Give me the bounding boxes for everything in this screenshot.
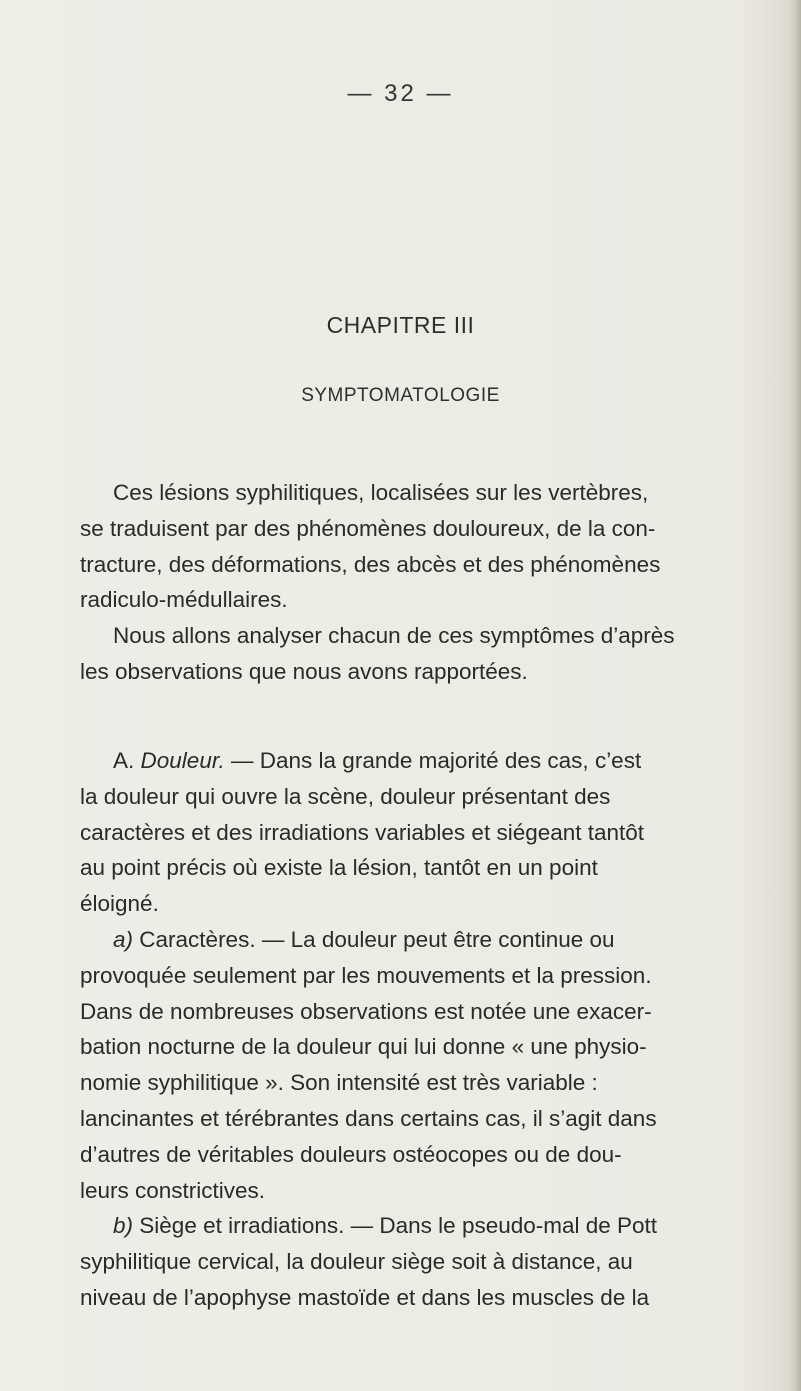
section-title: SYMPTOMATOLOGIE [301,385,500,406]
text-line: au point précis où existe la lésion, tantôt en un point [80,855,598,881]
chapter-heading: CHAPITRE III [326,312,475,338]
text-line: radiculo-médullaires. [80,587,288,613]
text-line: bation nocturne de la douleur qui lui donne « une physio- [80,1034,647,1060]
subsection-b-marker: b) [113,1213,134,1239]
section-a-prefix: A. [113,748,135,773]
section-a-first-line [80,743,780,779]
section-a-heading: Douleur. [140,748,225,773]
text-line: tracture, des déformations, des abcès et des phénomènes [80,551,661,577]
subsection-b-first-line-text: Siège et irradiations. — Dans le pseudo-mal de Pott [139,1213,658,1239]
text-line: les observations que nous avons rapportées. [80,658,528,684]
subsection-a-marker: a) [113,926,134,952]
text-line: d’autres de véritables douleurs ostéocopes ou de dou- [80,1141,622,1167]
section-a-first-line-text: — Dans la grande majorité des cas, c’est [231,748,642,773]
text-line: niveau de l’apophyse mastoïde et dans les muscles de la [80,1284,650,1310]
douleur-section [80,743,780,1316]
text-line: nomie syphilitique ». Son intensité est très variable : [80,1070,598,1096]
page-number: — 32 — [347,80,454,107]
subsection-a-first-line-text: Caractères. — La douleur peut être continue ou [139,926,615,952]
text-line: la douleur qui ouvre la scène, douleur présentant des [80,783,611,809]
text-line: Nous allons analyser chacun de ces symptômes d’après [113,623,675,649]
text-line: se traduisent par des phénomènes douloureux, de la con- [80,515,656,541]
text-line: leurs constrictives. [80,1177,266,1203]
text-line: caractères et des irradiations variables et siégeant tantôt [80,819,645,845]
text-line: Ces lésions syphilitiques, localisées sur les vertèbres, [113,480,649,505]
intro-text [80,475,780,690]
text-line: syphilitique cervical, la douleur siège soit à distance, au [80,1249,633,1275]
text-line: lancinantes et térébrantes dans certains cas, il s’agit dans [80,1105,657,1131]
page-edge-shadow [787,0,801,1391]
text-line: provoquée seulement par les mouvements et la pression. [80,962,652,988]
subsection-a-first-line [80,922,780,958]
text-line: Dans de nombreuses observations est notée une exacer- [80,998,652,1024]
text-line: éloigné. [80,891,159,917]
subsection-b-first-line [80,1208,780,1244]
